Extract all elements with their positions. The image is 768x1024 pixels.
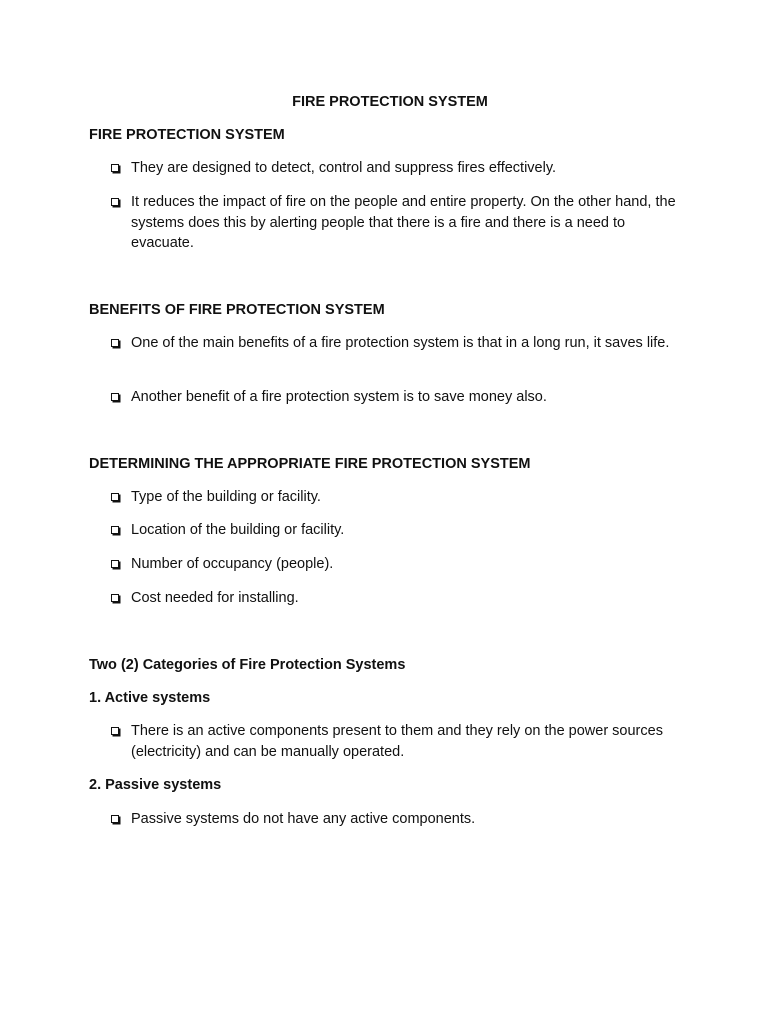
- bullet-text: One of the main benefits of a fire protection system is that in a long run, it saves life.: [131, 335, 670, 351]
- bullet-text: There is an active components present to them and they rely on the power sources (electricity) and can be manually operated.: [131, 723, 663, 760]
- bullet-item: [111, 556, 691, 575]
- bullet-item: [111, 194, 691, 254]
- bullet-item: [111, 590, 691, 609]
- checkbox-bullet-icon: [111, 727, 119, 735]
- bullet-text: They are designed to detect, control and suppress fires effectively.: [131, 160, 557, 176]
- bullet-text: Number of occupancy (people).: [131, 556, 334, 572]
- bullet-item: [111, 723, 691, 762]
- bullet-item: [111, 335, 691, 354]
- section-heading-passive-systems: 2. Passive systems: [89, 777, 222, 793]
- bullet-text: It reduces the impact of fire on the people and entire property. On the other hand, the systems does this by alerting people that there is a fire and there is a need to evacuate.: [131, 194, 676, 251]
- bullet-item: [111, 522, 691, 541]
- section-heading-categories: Two (2) Categories of Fire Protection Systems: [89, 657, 406, 673]
- checkbox-bullet-icon: [111, 164, 119, 172]
- document-title: FIRE PROTECTION SYSTEM: [292, 94, 488, 110]
- bullet-item: [111, 389, 691, 408]
- bullet-text: Passive systems do not have any active components.: [131, 811, 476, 827]
- checkbox-bullet-icon: [111, 393, 119, 401]
- bullet-text: Cost needed for installing.: [131, 590, 299, 606]
- bullet-text: Type of the building or facility.: [131, 489, 321, 505]
- checkbox-bullet-icon: [111, 493, 119, 501]
- bullet-item: [111, 811, 691, 830]
- section-heading-benefits: BENEFITS OF FIRE PROTECTION SYSTEM: [89, 302, 385, 318]
- checkbox-bullet-icon: [111, 815, 119, 823]
- section-heading-fire-protection-system: FIRE PROTECTION SYSTEM: [89, 127, 285, 143]
- checkbox-bullet-icon: [111, 198, 119, 206]
- checkbox-bullet-icon: [111, 594, 119, 602]
- checkbox-bullet-icon: [111, 339, 119, 347]
- bullet-text: Location of the building or facility.: [131, 522, 345, 538]
- bullet-item: [111, 489, 691, 508]
- bullet-text: Another benefit of a fire protection system is to save money also.: [131, 389, 547, 405]
- checkbox-bullet-icon: [111, 526, 119, 534]
- checkbox-bullet-icon: [111, 560, 119, 568]
- bullet-item: [111, 160, 691, 179]
- section-heading-active-systems: 1. Active systems: [89, 690, 211, 706]
- section-heading-determining: DETERMINING THE APPROPRIATE FIRE PROTECTION SYSTEM: [89, 456, 531, 472]
